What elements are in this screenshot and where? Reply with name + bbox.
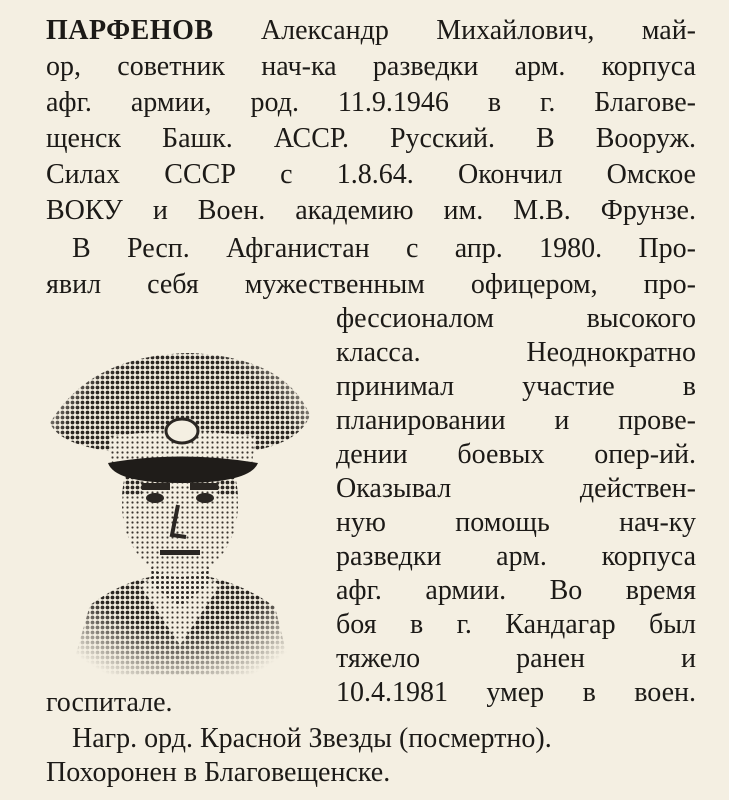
entry-line-17: афг. армии. Во время (336, 575, 696, 606)
entry-line-15: ную помощь нач-ку (336, 507, 696, 538)
entry-line-19: тяжело ранен и (336, 643, 696, 674)
entry-line-5: Силах СССР с 1.8.64. Окончил Омское (46, 159, 696, 190)
portrait-photo (30, 345, 330, 675)
entry-line-16: разведки арм. корпуса (336, 541, 696, 572)
entry-line-6: ВОКУ и Воен. академию им. М.В. Фрунзе. (46, 195, 696, 226)
entry-line-12: планировании и прове- (336, 405, 696, 436)
entry-line-11: принимал участие в (336, 371, 696, 402)
entry-line-7: В Респ. Афганистан с апр. 1980. Про- (72, 233, 696, 264)
entry-name-text: Александр Михайлович, май- (213, 15, 696, 46)
surname: ПАРФЕНОВ (46, 15, 214, 46)
entry-line-22: Нагр. орд. Красной Звезды (посмертно). (72, 723, 552, 754)
entry-line-21: госпитале. (46, 687, 173, 718)
entry-line-3: афг. армии, род. 11.9.1946 в г. Благове- (46, 87, 696, 118)
entry-line-14: Оказывал действен- (336, 473, 696, 504)
entry-line-9: фессионалом высокого (336, 303, 696, 334)
entry-line-13: дении боевых опер-ий. (336, 439, 696, 470)
entry-line-18: боя в г. Кандагар был (336, 609, 696, 640)
entry-line-2: ор, советник нач-ка разведки арм. корпуса (46, 51, 696, 82)
entry-line-23: Похоронен в Благовещенске. (46, 757, 391, 788)
entry-line-20: 10.4.1981 умер в воен. (336, 677, 696, 708)
entry-line-4: щенск Башк. АССР. Русский. В Вооруж. (46, 123, 696, 154)
entry-line-10: класса. Неоднократно (336, 337, 696, 368)
entry-line-1 (46, 14, 696, 48)
entry-line-8: явил себя мужественным офицером, про- (46, 269, 696, 300)
